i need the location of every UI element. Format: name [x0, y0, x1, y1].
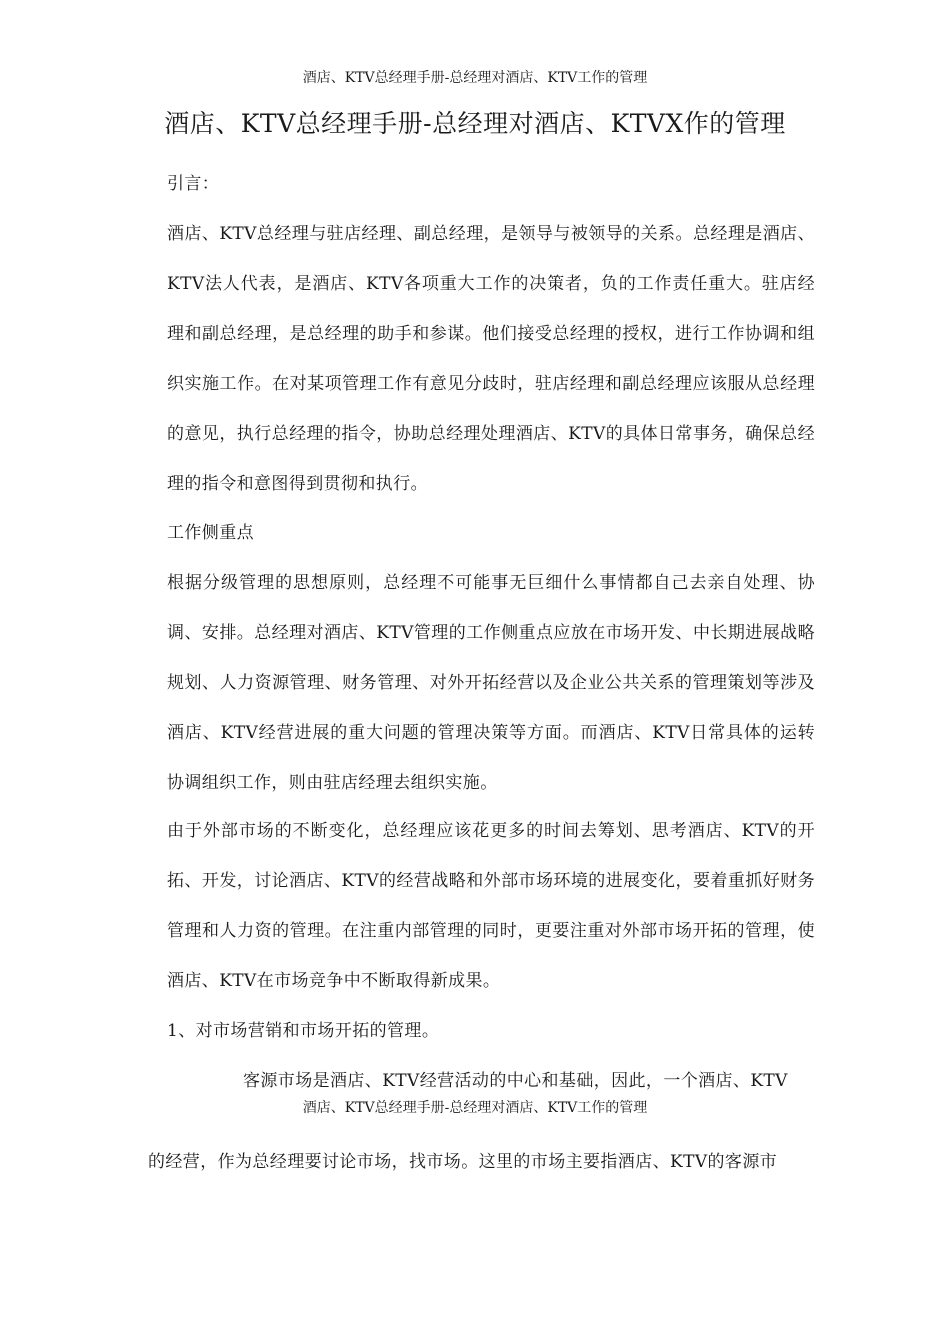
intro-label: 引言：	[167, 174, 220, 194]
focus-section-label: 工作侧重点	[167, 523, 254, 543]
continuation-line: 的经营，作为总经理要讨论市场，找市场。这里的市场主要指酒店、KTV的客源市	[148, 1152, 778, 1172]
document-title: 酒店、KTV总经理手册-总经理对酒店、KTVX作的管理	[164, 109, 786, 138]
intro-paragraph: 酒店、KTV总经理与驻店经理、副总经理，是领导与被领导的关系。总经理是酒店、KTV法人代表，是酒店、KTV各项重大工作的决策者，负的工作责任重大。驻店经理和副总经理，是总经理的助手和参谋。他们接受总经理的授权，进行工作协调和组织实施工作。在对某项管理工作有意见分歧时，驻店经理和副总经理应该服从总经理的意见，执行总经理的指令，协助总经理处理酒店、KTV的具体日常事务，确保总经理的指令和意图得到贯彻和执行。	[167, 224, 815, 494]
market-paragraph: 由于外部市场的不断变化，总经理应该花更多的时间去筹划、思考酒店、KTV的开拓、开发，讨论酒店、KTV的经营战略和外部市场环境的进展变化，要着重抓好财务管理和人力资的管理。在注重内部管理的同时，更要注重对外部市场开拓的管理，使酒店、KTV在市场竞争中不断取得新成果。	[167, 821, 815, 991]
running-header-repeat: 酒店、KTV总经理手册-总经理对酒店、KTV工作的管理	[302, 1100, 648, 1116]
section-1-paragraph-start: 客源市场是酒店、KTV经营活动的中心和基础，因此，一个酒店、KTV	[243, 1071, 788, 1091]
running-header: 酒店、KTV总经理手册-总经理对酒店、KTV工作的管理	[302, 70, 648, 86]
focus-paragraph: 根据分级管理的思想原则，总经理不可能事无巨细什么事情都自己去亲自处理、协调、安排。总经理对酒店、KTV管理的工作侧重点应放在市场开发、中长期进展战略规划、人力资源管理、财务管理、对外开拓经营以及企业公共关系的管理策划等涉及酒店、KTV经营进展的重大问题的管理决策等方面。而酒店、KTV日常具体的运转协调组织工作，则由驻店经理去组织实施。	[167, 573, 815, 793]
section-1-heading: 1、对市场营销和市场开拓的管理。	[167, 1021, 440, 1041]
